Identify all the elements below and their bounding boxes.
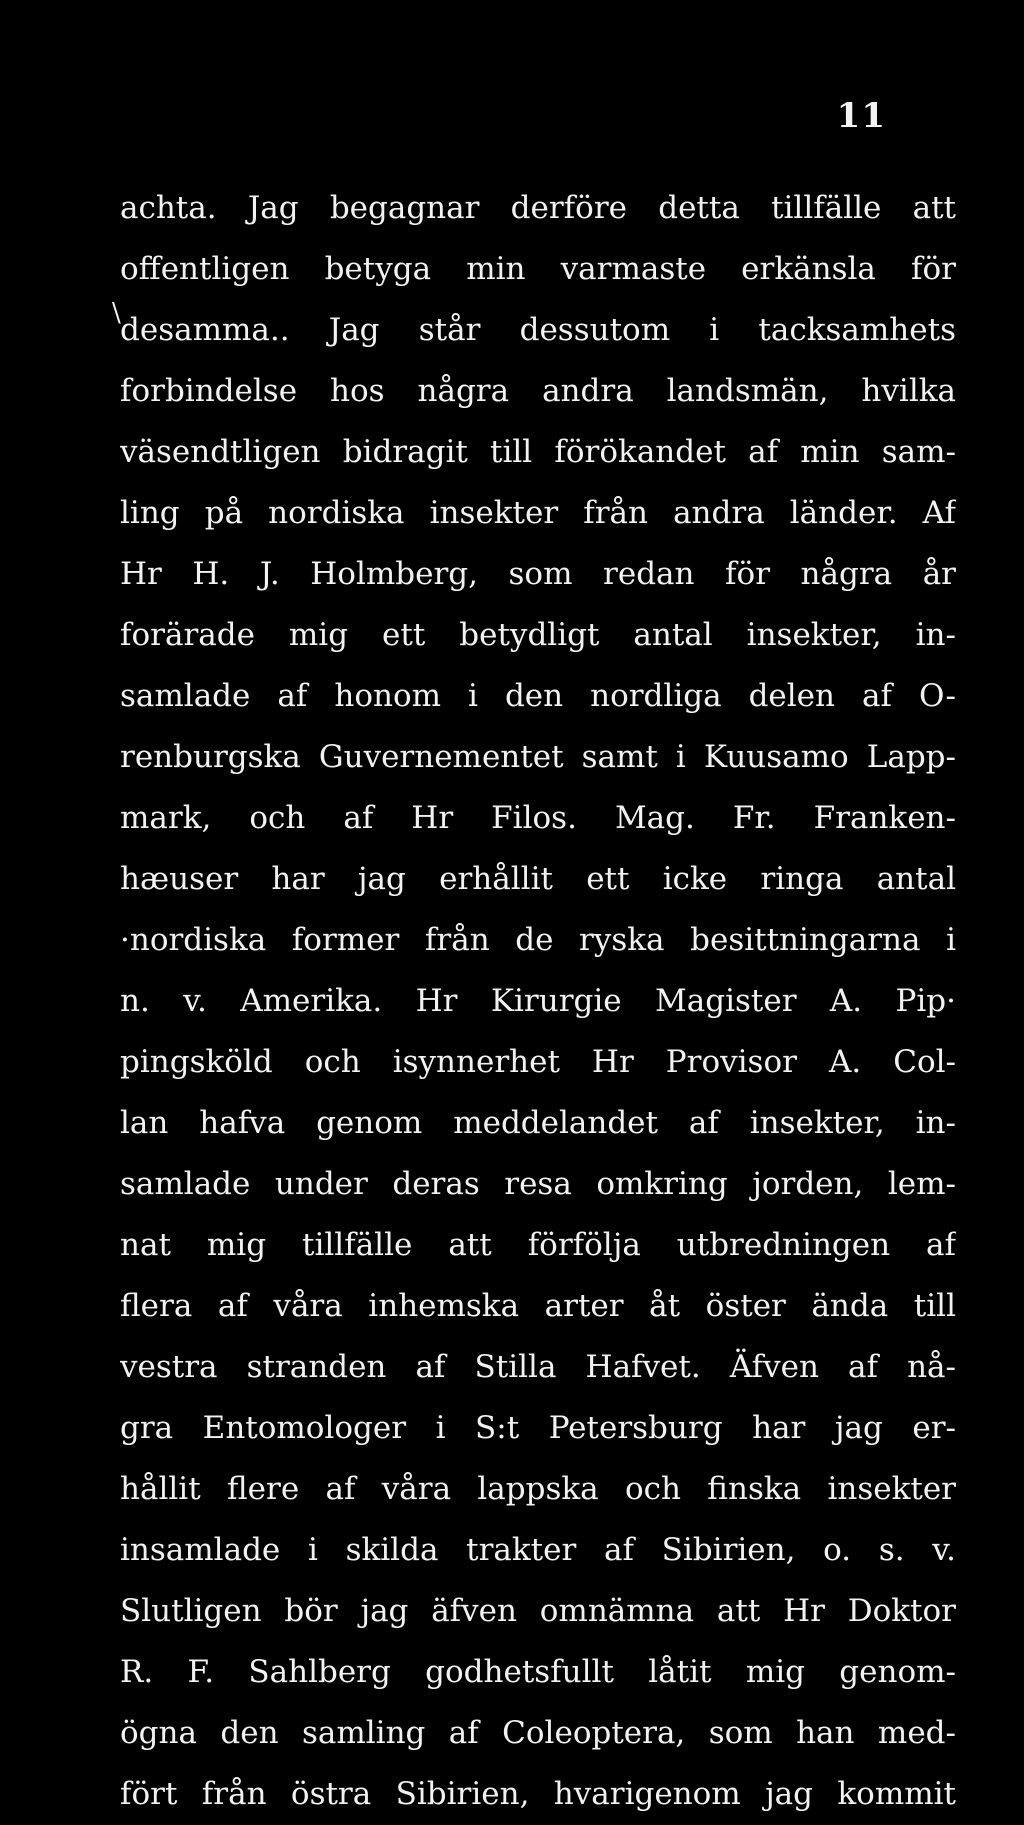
text-line: achta. Jag begagnar derföre detta tillfälle att <box>120 190 956 226</box>
body-text <box>120 178 956 1825</box>
margin-mark: \ <box>112 298 121 328</box>
text-line: insamlade i skilda trakter af Sibirien, o. s. v. <box>120 1532 956 1568</box>
text-line: gra Entomologer i S:t Petersburg har jag er- <box>120 1410 956 1446</box>
text-line: flera af våra inhemska arter åt öster ända till <box>120 1288 956 1324</box>
text-line: vestra stranden af Stilla Hafvet. Äfven af nå- <box>120 1349 956 1385</box>
text-line: ling på nordiska insekter från andra länder. Af <box>120 495 956 531</box>
text-line: samlade af honom i den nordliga delen af O- <box>120 678 956 714</box>
text-line: väsendtligen bidragit till förökandet af min sam- <box>120 434 956 470</box>
text-line: ·nordiska former från de ryska besittningarna i <box>120 922 956 958</box>
text-line: mark, och af Hr Filos. Mag. Fr. Franken- <box>120 800 956 836</box>
text-line: lan hafva genom meddelandet af insekter, in- <box>120 1105 956 1141</box>
text-line: Slutligen bör jag äfven omnämna att Hr Doktor <box>120 1593 956 1629</box>
text-line: n. v. Amerika. Hr Kirurgie Magister A. Pip· <box>120 983 956 1019</box>
text-line: nat mig tillfälle att förfölja utbredningen af <box>120 1227 956 1263</box>
text-line: forbindelse hos några andra landsmän, hvilka <box>120 373 956 409</box>
text-line: hållit flere af våra lappska och finska insekter <box>120 1471 956 1507</box>
text-line: R. F. Sahlberg godhetsfullt låtit mig genom- <box>120 1654 956 1690</box>
text-line: pingsköld och isynnerhet Hr Provisor A. Col- <box>120 1044 956 1080</box>
text-line: desamma.. Jag står dessutom i tacksamhets <box>120 312 956 348</box>
text-line: offentligen betyga min varmaste erkänsla för <box>120 251 956 287</box>
text-line: ögna den samling af Coleoptera, som han med- <box>120 1715 956 1751</box>
text-line: samlade under deras resa omkring jorden, lem- <box>120 1166 956 1202</box>
text-line: Hr H. J. Holmberg, som redan för några år <box>120 556 956 592</box>
page-number: 11 <box>836 96 886 136</box>
text-line: hæuser har jag erhållit ett icke ringa antal <box>120 861 956 897</box>
text-line: forärade mig ett betydligt antal insekter, in- <box>120 617 956 653</box>
text-line: fört från östra Sibirien, hvarigenom jag kommit <box>120 1776 956 1812</box>
text-line: renburgska Guvernementet samt i Kuusamo Lapp- <box>120 739 956 775</box>
